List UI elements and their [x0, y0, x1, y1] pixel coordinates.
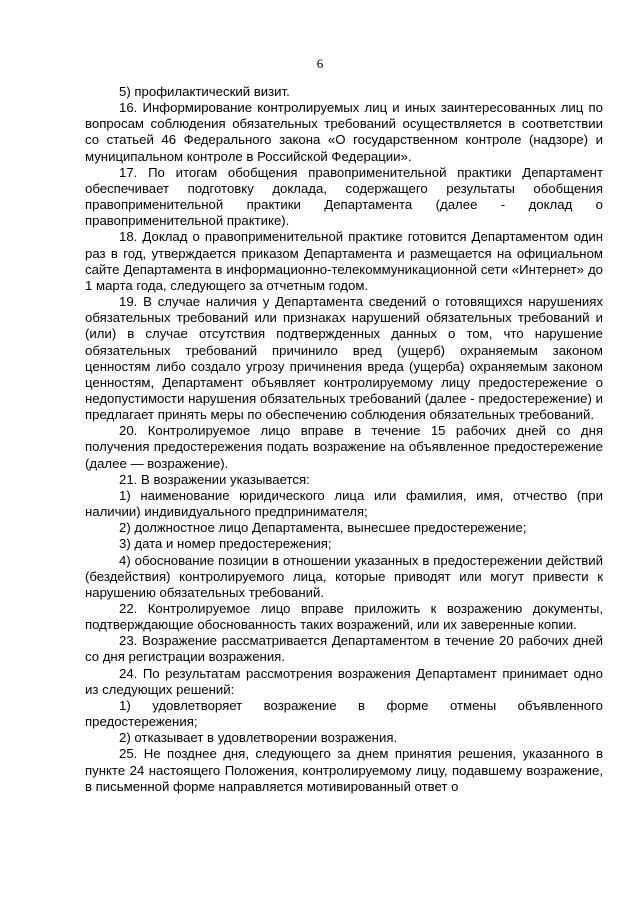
paragraph-24: 24. По результатам рассмотрения возражения Департамент принимает одно из следующих решений: — [85, 665, 603, 697]
paragraph-21: 21. В возражении указывается: — [119, 471, 310, 487]
paragraph-item-5: 5) профилактический визит. — [119, 84, 290, 99]
paragraph-24-item-1: 1) удовлетворяет возражение в форме отмены объявленного предостережения; — [85, 697, 603, 730]
paragraph-21-item-1: 1) наименование юридического лица или фамилия, имя, отчество (при наличии) индивидуального предпринимателя; — [85, 487, 603, 520]
paragraph-24-item-2: 2) отказывает в удовлетворении возражения. — [119, 730, 398, 746]
paragraph-21-item-3: 3) дата и номер предостережения; — [119, 536, 332, 552]
paragraph-23: 23. Возражение рассматривается Департаментом в течение 20 рабочих дней со дня регистрации возражения. — [85, 633, 603, 665]
paragraph-21-item-2: 2) должностное лицо Департамента, вынесшее предостережение; — [119, 520, 527, 536]
paragraph-16: 16. Информирование контролируемых лиц и иных заинтересованных лиц по вопросам соблюдения обязательных требований осуществляется в соответствии со статьей 46 Федерального закона «О государственном контроле (надзоре) и муниципальном контроле в Российской Федерации». — [85, 100, 603, 164]
paragraph-25: 25. Не позднее дня, следующего за днем принятия решения, указанного в пункте 24 настоящего Положения, контролируемому лицу, подавшему возражение, в письменной форме направляется мотивированный ответ о — [85, 746, 603, 794]
paragraph-21-item-4: 4) обоснование позиции в отношении указанных в предостережении действий (бездействия) контролируемого лица, которые приводят или могут привести к нарушению обязательных требований. — [85, 552, 603, 600]
document-body — [85, 84, 603, 795]
paragraph-18: 18. Доклад о правоприменительной практике готовится Департаментом один раз в год, утверждается приказом Департамента и размещается на официальном сайте Департамента в информационно-телекоммуникационной сети «Интернет» до 1 марта года, следующего за отчетным годом. — [85, 229, 603, 293]
paragraph-17: 17. По итогам обобщения правоприменительной практики Департамент обеспечивает подготовку доклада, содержащего результаты обобщения правоприменительной практики Департамента (далее - доклад о правоприменительной практике). — [85, 164, 603, 229]
paragraph-19: 19. В случае наличия у Департамента сведений о готовящихся нарушениях обязательных требований или признаках нарушений обязательных требований и (или) в случае отсутствия подтвержденных данных о том, что нарушение обязательных требований причинило вред (ущерб) охраняемым законом ценностям либо создало угрозу причинения вреда (ущерба) охраняемым законом ценностям, Департамент объявляет контролируемому лицу предостережение о недопустимости нарушения обязательных требований (далее - предостережение) и предлагает принять меры по обеспечению соблюдения обязательных требований. — [85, 294, 603, 423]
page-number: 6 — [316, 56, 324, 71]
paragraph-20: 20. Контролируемое лицо вправе в течение 15 рабочих дней со дня получения предостережения подать возражение на объявленное предостережение (далее — возражение). — [85, 423, 603, 471]
paragraph-22: 22. Контролируемое лицо вправе приложить к возражению документы, подтверждающие обоснованность таких возражений, или их заверенные копии. — [85, 601, 603, 633]
